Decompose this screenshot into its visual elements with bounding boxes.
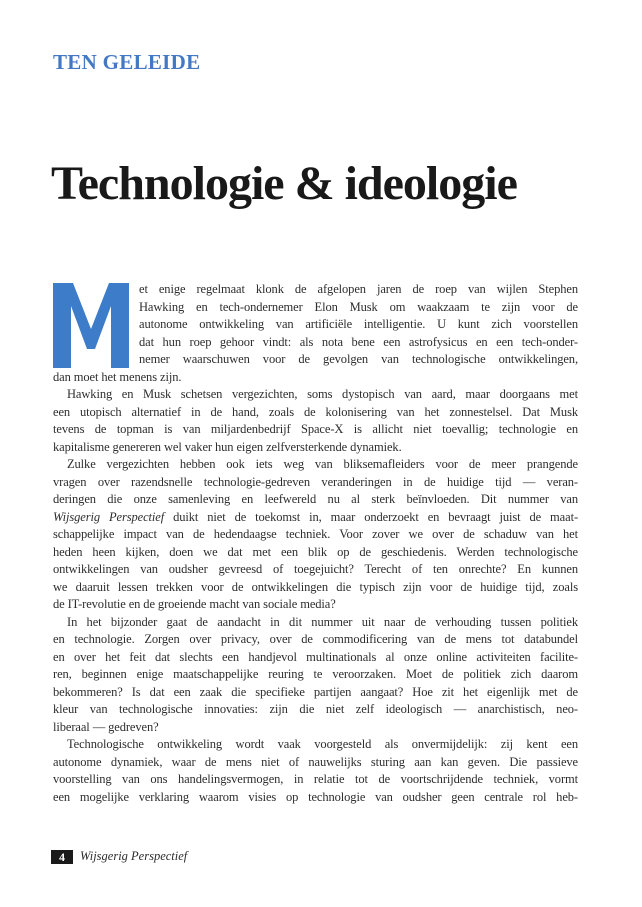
text-line: en over het feit dat slechts een handjevol multinationals al onze online activiteiten facilite-: [53, 649, 578, 664]
text-line: dat hun roep gehoor vindt: als nota bene een astrofysicus en een tech-onder-: [139, 334, 578, 349]
drop-cap-letter-m: [53, 283, 129, 368]
text-line: Zulke vergezichten hebben ook iets weg van bliksemafleiders voor de meer prangende: [67, 457, 578, 471]
text-line: een mogelijke verklaring waarom visies op technologie van oudsher geen centrale rol heb-: [53, 789, 578, 804]
journal-name: Wijsgerig Perspectief: [80, 849, 188, 863]
paragraph: [53, 736, 578, 806]
text-line: Wijsgerig Perspectief duikt niet de toekomst in, maar onderzoekt en bevraagt juist de maat-: [53, 509, 578, 524]
text-line: autonome ontwikkeling van artificiële intelligentie. U kunt zich voorstellen: [139, 317, 578, 331]
text-line: nemer waarschuwen voor de gevolgen van technologische ontwikkelingen,: [139, 352, 578, 366]
article-body: [53, 281, 578, 806]
text-line: Hawking en Musk schetsen vergezichten, soms dystopisch van aard, maar doorgaans met: [67, 387, 578, 401]
text-line: Technologische ontwikkeling wordt vaak voorgesteld als onvermijdelijk: zij kent een: [67, 737, 578, 751]
text-line: liberaal — gedreven?: [53, 719, 159, 734]
text-line: en technologie. Zorgen over privacy, over de commodificering van de mens tot databundel: [53, 632, 578, 646]
text-line: we daaruit lessen trekken voor de ontwikkelingen die typisch zijn voor de huidige tijd, zoals: [53, 579, 578, 594]
text-line: tevens de topman is van miljardenbedrijf Space-X is allicht niet toevallig; technologie en: [53, 422, 578, 436]
text-line: kapitalisme genereren wel vaker hun eigen zelfversterkende dynamiek.: [53, 439, 402, 454]
text-line: autonome dynamiek, waar de mens niet of nauwelijks sturing aan kan geven. Die passieve: [53, 754, 578, 769]
text-line: vragen over razendsnelle technologie-gedreven veranderingen in de huidige tijd — veran-: [53, 474, 578, 489]
text-line: de IT-revolutie en de groeiende macht van sociale media?: [53, 597, 336, 611]
page-title: Technologie & ideologie: [51, 157, 517, 210]
paragraph: [53, 456, 578, 614]
text-line: deringen die onze samenleving en leefwereld nu al sterk beïnvloeden. Dit nummer van: [53, 492, 578, 506]
text-line: dan moet het menens zijn.: [53, 369, 182, 384]
page-footer: [51, 849, 187, 864]
section-heading: TEN GELEIDE: [53, 50, 201, 74]
text-line: kleur van technologische innovaties: zijn die niet zelf ideologisch — anarchistisch, neo-: [53, 702, 578, 716]
text-line: ren, beginnen enige maatschappelijke reuring te veroorzaken. Moet de politiek zich daarom: [53, 667, 578, 681]
text-line: schappelijke impact van de hedendaagse techniek. Voor zover we over de schaduw van het: [53, 527, 578, 541]
text-line: In het bijzonder gaat de aandacht in dit nummer uit naar de verhouding tussen politiek: [67, 614, 578, 629]
text-line: heden heen kijken, doen we dat met een blik op de geschiedenis. Werden technologische: [53, 544, 578, 559]
text-line: ontwikkelingen van oudsher gevreesd of toegejuicht? Terecht of ten onrechte? En kunnen: [53, 562, 578, 576]
text-line: voorstelling van ons handelingsvermogen, in relatie tot de voortschrijdende techniek, vormt: [53, 772, 578, 786]
text-line: bekommeren? Is dat een zaak die specifieke partijen aangaat? Hoe zit het eigenlijk met de: [53, 684, 578, 699]
text-line: Hawking en tech-ondernemer Elon Musk om waakzaam te zijn voor de: [139, 299, 578, 314]
paragraph: [53, 614, 578, 737]
text-line: et enige regelmaat klonk de afgelopen jaren de roep van wijlen Stephen: [139, 282, 578, 296]
paragraph: [53, 386, 578, 456]
text-line: een utopisch alternatief in de hand, zoals de kolonisering van het zonnestelsel. Dat Musk: [53, 404, 578, 419]
page-number-badge: 4: [51, 850, 73, 864]
paragraph: [53, 281, 578, 386]
